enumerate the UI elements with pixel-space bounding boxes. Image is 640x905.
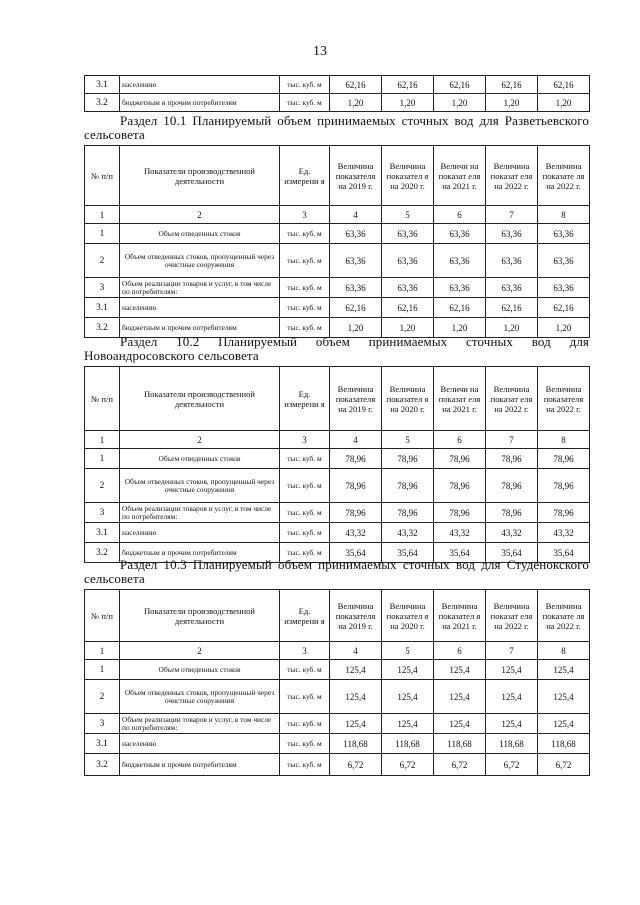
section-table [84,589,590,776]
section-heading [84,335,589,363]
row-unit: тыс. куб. м [280,318,330,338]
value-2021: 43,32 [434,523,486,543]
column-index: 4 [330,642,382,660]
column-index: 1 [85,206,120,224]
row-unit: тыс. куб. м [280,660,330,680]
value-2022-a: 43,32 [486,523,538,543]
row-unit: тыс. куб. м [280,543,330,563]
value-2022-a: 1,20 [486,318,538,338]
value-2020: 62,16 [382,298,434,318]
column-index: 1 [85,431,120,449]
value-2022-a: 1,20 [486,94,538,112]
table-row [85,680,590,714]
section-heading-line1: Раздел 10.2 Планируемый объем принимаемых сточных вод для [120,334,589,349]
value-2020: 125,4 [382,714,434,734]
column-index-row [85,431,590,449]
row-number: 1 [85,660,120,680]
row-name: Объем отведенных стоков, пропущенный через очистные сооружения [120,469,280,503]
value-2019: 78,96 [330,503,382,523]
row-unit: тыс. куб. м [280,754,330,776]
table-row [85,734,590,754]
row-name: Объем реализации товаров и услуг, в том числе по потребителям: [120,503,280,523]
header-2022-b: Величина показате ля на 2022 г. [538,146,590,206]
column-index: 7 [486,431,538,449]
header-2019: Величина показателя на 2019 г. [330,367,382,431]
row-number: 2 [85,680,120,714]
value-2022-b: 35,64 [538,543,590,563]
row-name: бюджетным и прочим потребителям [120,754,280,776]
value-2022-b: 6,72 [538,754,590,776]
header-2022-a: Величина показат еля на 2022 г. [486,367,538,431]
row-unit: тыс. куб. м [280,523,330,543]
column-index: 6 [434,431,486,449]
column-index: 5 [382,642,434,660]
continuation-table [84,75,590,112]
section-heading-line2: сельсовета [84,571,145,586]
value-2020: 78,96 [382,503,434,523]
table-row [85,244,590,278]
row-name: Объем отведенных стоков [120,224,280,244]
header-num: № п/п [85,590,120,642]
header-name: Показатели производственной деятельности [120,367,280,431]
column-index: 2 [120,431,280,449]
row-number: 3.1 [85,523,120,543]
row-unit: тыс. куб. м [280,449,330,469]
value-2022-a: 125,4 [486,714,538,734]
row-name: бюджетным и прочим потребителям [120,318,280,338]
section-heading [84,114,589,142]
column-index: 5 [382,206,434,224]
column-index: 5 [382,431,434,449]
value-2019: 62,16 [330,76,382,94]
row-unit: тыс. куб. м [280,244,330,278]
section-10-2 [84,335,589,563]
value-2022-a: 78,96 [486,503,538,523]
value-2020: 1,20 [382,94,434,112]
row-unit: тыс. куб. м [280,278,330,298]
table-row [85,298,590,318]
column-index: 8 [538,206,590,224]
column-index: 6 [434,206,486,224]
table-row [85,660,590,680]
row-name: бюджетным и прочим потребителям [120,543,280,563]
section-heading-line1: Раздел 10.1 Планируемый объем принимаемых сточных вод для Разветьевского [120,113,589,128]
value-2021: 6,72 [434,754,486,776]
value-2022-a: 63,36 [486,244,538,278]
value-2022-a: 62,16 [486,298,538,318]
value-2022-b: 62,16 [538,76,590,94]
column-index: 3 [280,431,330,449]
section-table [84,145,590,338]
row-unit: тыс. куб. м [280,224,330,244]
header-2020: Величина показател я на 2020 г. [382,367,434,431]
value-2020: 125,4 [382,680,434,714]
table-row [85,278,590,298]
value-2021: 78,96 [434,449,486,469]
section-10-1 [84,114,589,338]
column-index: 7 [486,206,538,224]
column-index-row [85,642,590,660]
header-num: № п/п [85,146,120,206]
section-10-3 [84,558,589,776]
table-row [85,714,590,734]
row-name: Объем отведенных стоков, пропущенный через очистные сооружения [120,680,280,714]
value-2019: 35,64 [330,543,382,563]
row-unit: тыс. куб. м [280,469,330,503]
row-unit: тыс. куб. м [280,76,330,94]
value-2020: 78,96 [382,449,434,469]
value-2020: 6,72 [382,754,434,776]
row-number: 3 [85,278,120,298]
value-2022-a: 125,4 [486,680,538,714]
value-2022-a: 78,96 [486,449,538,469]
value-2022-b: 1,20 [538,318,590,338]
value-2022-b: 63,36 [538,224,590,244]
header-2021: Величи на показат еля на 2021 г. [434,146,486,206]
row-number: 3.2 [85,754,120,776]
header-2022-a: Величина показат еля на 2022 г. [486,590,538,642]
row-name: Объем реализации товаров и услуг, в том числе по потребителям: [120,714,280,734]
table-row [85,94,590,112]
column-index: 1 [85,642,120,660]
row-number: 1 [85,449,120,469]
value-2020: 62,16 [382,76,434,94]
value-2021: 35,64 [434,543,486,563]
header-2019: Величина показателя на 2019 г. [330,590,382,642]
value-2021: 118,68 [434,734,486,754]
value-2020: 125,4 [382,660,434,680]
column-index-row [85,206,590,224]
table-row [85,503,590,523]
value-2022-b: 63,36 [538,244,590,278]
value-2022-b: 78,96 [538,469,590,503]
value-2019: 43,32 [330,523,382,543]
table-header-row [85,146,590,206]
value-2022-a: 6,72 [486,754,538,776]
value-2022-a: 78,96 [486,469,538,503]
value-2019: 125,4 [330,714,382,734]
value-2022-b: 62,16 [538,298,590,318]
value-2021: 1,20 [434,94,486,112]
row-name: населению [120,523,280,543]
table-header-row [85,590,590,642]
column-index: 3 [280,642,330,660]
row-unit: тыс. куб. м [280,680,330,714]
column-index: 4 [330,206,382,224]
row-number: 3.1 [85,76,120,94]
header-name: Показатели производственной деятельности [120,146,280,206]
row-unit: тыс. куб. м [280,503,330,523]
value-2022-a: 35,64 [486,543,538,563]
header-unit: Ед. измерени я [280,367,330,431]
row-number: 3 [85,714,120,734]
header-2020: Величина показател я на 2020 г. [382,146,434,206]
value-2019: 118,68 [330,734,382,754]
value-2020: 43,32 [382,523,434,543]
row-name: Объем отведенных стоков, пропущенный через очистные сооружения [120,244,280,278]
column-index: 8 [538,431,590,449]
column-index: 2 [120,642,280,660]
value-2019: 78,96 [330,469,382,503]
value-2022-b: 118,68 [538,734,590,754]
column-index: 6 [434,642,486,660]
value-2022-a: 118,68 [486,734,538,754]
value-2022-b: 78,96 [538,449,590,469]
column-index: 3 [280,206,330,224]
row-unit: тыс. куб. м [280,94,330,112]
column-index: 8 [538,642,590,660]
row-number: 2 [85,244,120,278]
value-2021: 62,16 [434,76,486,94]
value-2019: 6,72 [330,754,382,776]
row-number: 3 [85,503,120,523]
value-2021: 62,16 [434,298,486,318]
value-2021: 125,4 [434,680,486,714]
header-2020: Величина показател я на 2020 г. [382,590,434,642]
row-number: 3.2 [85,94,120,112]
value-2021: 78,96 [434,469,486,503]
table-header-row [85,367,590,431]
value-2022-b: 125,4 [538,714,590,734]
column-index: 2 [120,206,280,224]
row-name: населению [120,298,280,318]
value-2020: 1,20 [382,318,434,338]
value-2019: 63,36 [330,278,382,298]
row-name: населению [120,76,280,94]
header-unit: Ед. измерени я [280,590,330,642]
section-heading-line2: сельсовета [84,127,145,142]
header-2019: Величина показателя на 2019 г. [330,146,382,206]
page-number: 13 [313,44,327,59]
value-2020: 118,68 [382,734,434,754]
row-unit: тыс. куб. м [280,734,330,754]
value-2019: 62,16 [330,298,382,318]
value-2021: 125,4 [434,714,486,734]
value-2020: 63,36 [382,224,434,244]
header-2022-b: Величина показате ля на 2022 г. [538,590,590,642]
value-2021: 63,36 [434,278,486,298]
value-2020: 35,64 [382,543,434,563]
row-number: 2 [85,469,120,503]
table-row [85,76,590,94]
header-2022-a: Величина показат еля на 2022 г. [486,146,538,206]
table-row [85,449,590,469]
value-2022-a: 63,36 [486,278,538,298]
value-2019: 78,96 [330,449,382,469]
header-name: Показатели производственной деятельности [120,590,280,642]
value-2020: 63,36 [382,244,434,278]
row-name: бюджетным и прочим потребителям [120,94,280,112]
value-2022-b: 78,96 [538,503,590,523]
column-index: 4 [330,431,382,449]
table-row [85,224,590,244]
row-name: населению [120,734,280,754]
value-2021: 1,20 [434,318,486,338]
value-2022-a: 125,4 [486,660,538,680]
value-2019: 125,4 [330,680,382,714]
value-2022-b: 63,36 [538,278,590,298]
value-2019: 1,20 [330,318,382,338]
table-row [85,469,590,503]
value-2022-a: 63,36 [486,224,538,244]
value-2019: 63,36 [330,244,382,278]
row-name: Объем реализации товаров и услуг, в том числе по потребителям: [120,278,280,298]
value-2019: 63,36 [330,224,382,244]
row-name: Объем отведенных стоков [120,449,280,469]
value-2019: 1,20 [330,94,382,112]
value-2022-a: 62,16 [486,76,538,94]
header-2022-b: Величина показателя на 2022 г. [538,367,590,431]
row-unit: тыс. куб. м [280,714,330,734]
section-heading-line2: Новоандросовского сельсовета [84,348,259,363]
value-2020: 63,36 [382,278,434,298]
value-2021: 125,4 [434,660,486,680]
value-2022-b: 1,20 [538,94,590,112]
row-name: Объем отведенных стоков [120,660,280,680]
row-number: 1 [85,224,120,244]
table-row [85,754,590,776]
header-2021: Величи на показат еля на 2021 г. [434,367,486,431]
value-2022-b: 43,32 [538,523,590,543]
section-heading [84,558,589,586]
value-2022-b: 125,4 [538,680,590,714]
header-unit: Ед. измерени я [280,146,330,206]
row-number: 3.1 [85,734,120,754]
section-heading-line1: Раздел 10.3 Планируемый объем принимаемых сточных вод для Студенокского [120,557,589,572]
header-2021: Величина показател я на 2021 г. [434,590,486,642]
value-2020: 78,96 [382,469,434,503]
continuation-table-block [84,75,589,112]
value-2021: 63,36 [434,224,486,244]
row-number: 3.2 [85,318,120,338]
row-number: 3.1 [85,298,120,318]
value-2021: 63,36 [434,244,486,278]
value-2022-b: 125,4 [538,660,590,680]
table-row [85,523,590,543]
column-index: 7 [486,642,538,660]
row-number: 3.2 [85,543,120,563]
value-2021: 78,96 [434,503,486,523]
row-unit: тыс. куб. м [280,298,330,318]
header-num: № п/п [85,367,120,431]
value-2019: 125,4 [330,660,382,680]
section-table [84,366,590,563]
